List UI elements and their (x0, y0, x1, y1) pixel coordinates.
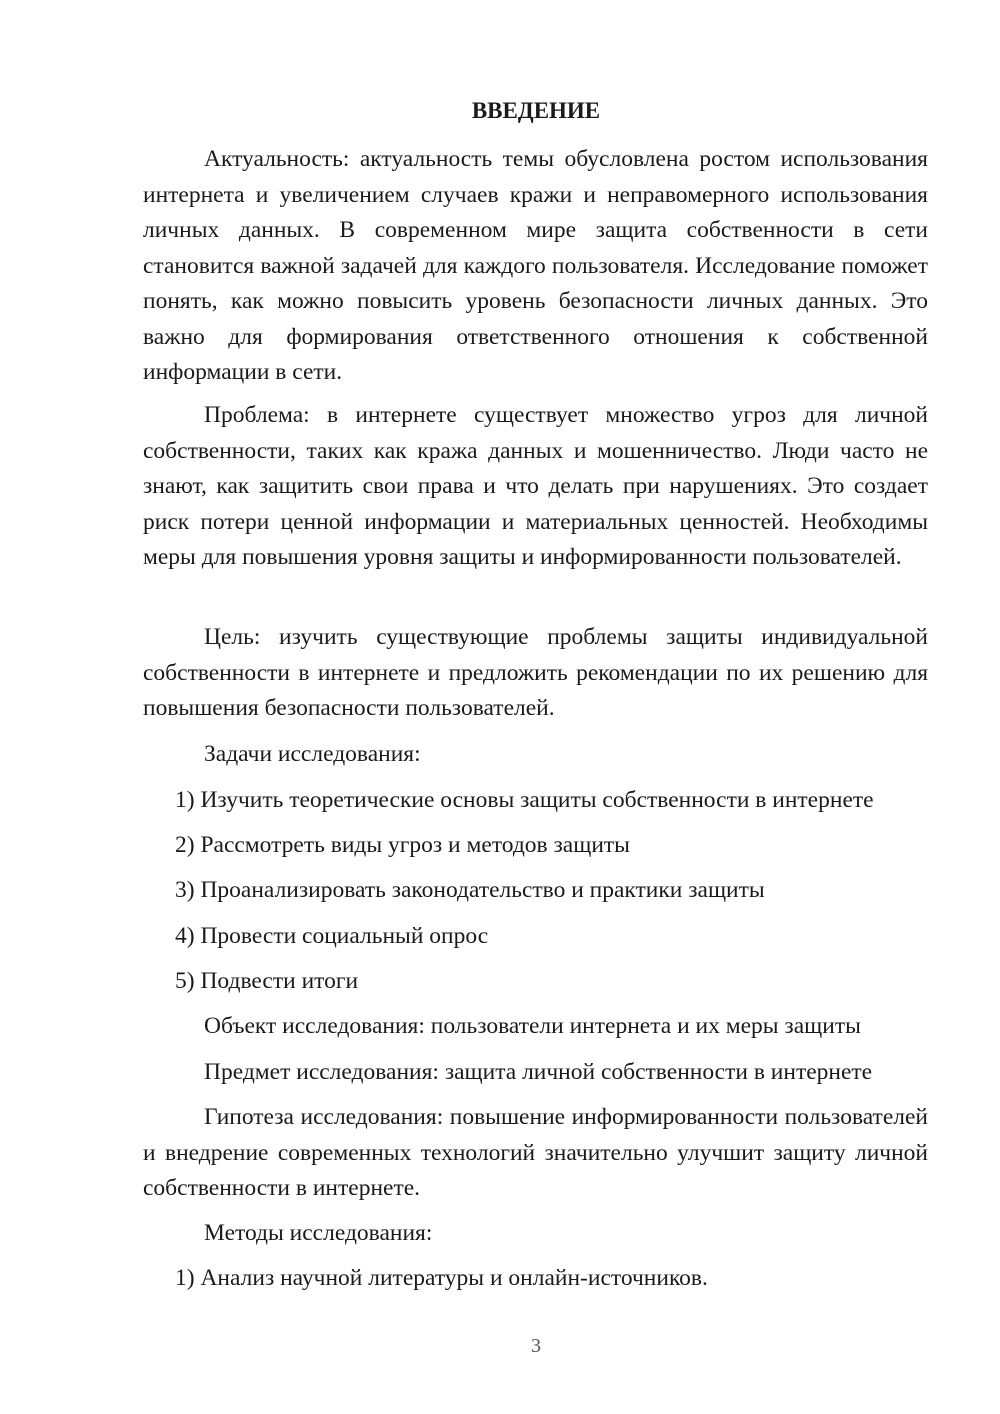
task-item: 4) Провести социальный опрос (175, 923, 489, 949)
methods-heading: Методы исследования: (204, 1220, 433, 1246)
page-number: 3 (531, 1335, 541, 1357)
hypothesis-paragraph: Гипотеза исследования: повышение информированности пользователей и внедрение современных технологий значительно улучшит защиту личной собственности в интернете. (143, 1104, 928, 1201)
goal-paragraph: Цель: изучить существующие проблемы защиты индивидуальной собственности в интернете и предложить рекомендации по их решению для повышения безопасности пользователей. (143, 624, 928, 721)
research-object: Объект исследования: пользователи интернета и их меры защиты (204, 1013, 861, 1039)
task-item: 2) Рассмотреть виды угроз и методов защиты (175, 832, 630, 858)
method-item: 1) Анализ научной литературы и онлайн-источников. (175, 1265, 708, 1291)
task-item: 1) Изучить теоретические основы защиты собственности в интернете (175, 787, 874, 813)
tasks-heading: Задачи исследования: (204, 741, 421, 767)
research-subject: Предмет исследования: защита личной собственности в интернете (204, 1059, 873, 1085)
task-item: 5) Подвести итоги (175, 968, 359, 994)
problem-paragraph: Проблема: в интернете существует множество угроз для личной собственности, таких как кража данных и мошенничество. Люди часто не знают, как защитить свои права и что делать при нарушениях. Это создает риск потери ценной информации и материальных ценностей. Необходимы меры для повышения уровня защиты и информированности пользователей. (143, 402, 928, 570)
task-item: 3) Проанализировать законодательство и практики защиты (175, 877, 765, 903)
page-title: ВВЕДЕНИЕ (471, 98, 601, 123)
relevance-paragraph: Актуальность: актуальность темы обусловлена ростом использования интернета и увеличением случаев кражи и неправомерного использования личных данных. В современном мире защита собственности в сети становится важной задачей для каждого пользователя. Исследование поможет понять, как можно повысить уровень безопасности личных данных. Это важно для формирования ответственного отношения к собственной информации в сети. (143, 146, 928, 385)
